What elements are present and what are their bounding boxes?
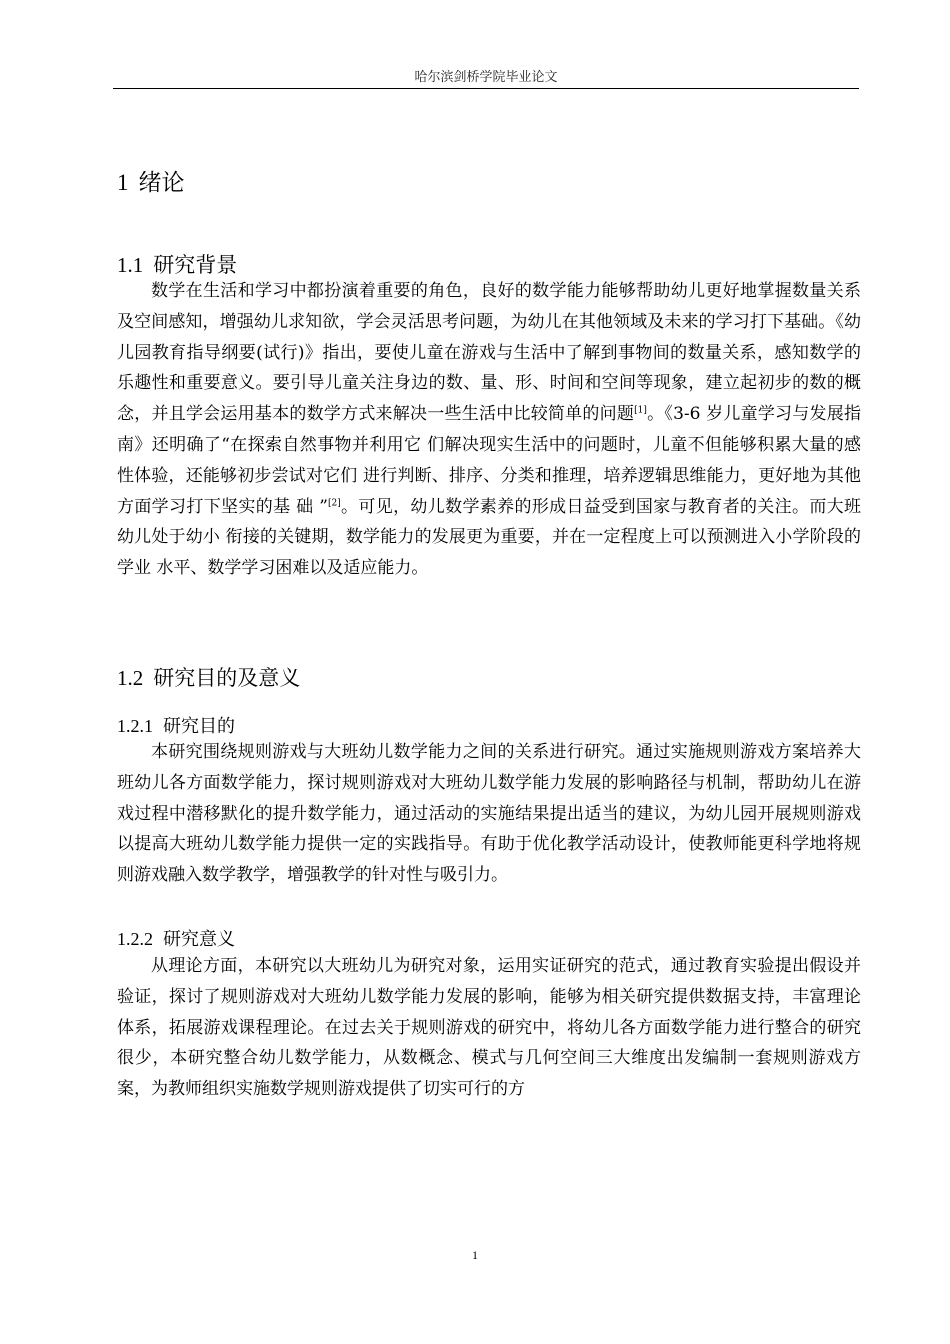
paragraph-background <box>117 276 861 584</box>
section-heading-1-2 <box>117 662 300 692</box>
section-title: 研究背景 <box>153 253 238 277</box>
subsection-number: 1.2.1 <box>117 716 153 736</box>
page-number: 1 <box>472 1248 478 1262</box>
section-number: 1.2 <box>117 666 144 690</box>
chapter-number: 1 <box>117 170 129 195</box>
citation-ref-1: [1] <box>634 405 647 416</box>
chapter-title: 绪论 <box>138 170 185 196</box>
section-number: 1.1 <box>117 253 144 277</box>
paragraph-text: 。可见，幼儿数学素养的形成日益受到国家与教育者的关注。而大班幼儿处于幼小 衔接的关键期，数学能力的发展更为重要，并在一定程度上可以预测进入小学阶段的学业 水平、数学学习困难以及适应能力。 <box>117 496 862 579</box>
chapter-heading <box>117 164 185 197</box>
section-heading-1-1 <box>117 249 237 279</box>
header-divider <box>113 88 859 89</box>
running-header: 哈尔滨剑桥学院毕业论文 <box>414 70 558 85</box>
paragraph-significance: 从理论方面，本研究以大班幼儿为研究对象，运用实证研究的范式，通过教育实验提出假设并验证，探讨了规则游戏对大班幼儿数学能力发展的影响，能够为相关研究提供数据支持，丰富理论体系，拓展游戏课程理论。在过去关于规则游戏的研究中，将幼儿各方面数学能力进行整合的研究很少，本研究整合幼儿数学能力，从数概念、模式与几何空间三大维度出发编制一套规则游戏方案，为教师组织实施数学规则游戏提供了切实可行的方 <box>117 956 861 1100</box>
subsection-heading-1-2-2 <box>117 925 235 951</box>
paragraph-text: 数学在生活和学习中都扮演着重要的角色，良好的数学能力能够帮助幼儿更好地掌握数量关系及空间感知，增强幼儿求知欲，学会灵活思考问题，为幼儿在其他领域及未来的学习打下基础。《幼儿园教育指导纲要(试行)》指出，要使儿童在游戏与生活中了解到事物间的数量关系，感知数学的乐趣性和重要意义。要引导儿童关注身边的数、量、形、时间和空间等现象，建立起初步的数的概念，并且学会运用基本的数学方式来解决一些生活中比较简单的问题 <box>117 281 861 425</box>
paragraph-text: 。《3-6 岁儿童学习与发展指南》还明确了“在探索自然事物并利用它 们解决现实生活中的问题时，儿童不但能够积累大量的感性体验，还能够初步尝试对它们 进行判断、排序、分类和推理，培养逻辑思维能力，更好地为其他方面学习打下坚实的基 础 ” <box>117 404 862 517</box>
section-title: 研究目的及意义 <box>153 666 301 690</box>
subsection-title: 研究意义 <box>163 929 235 950</box>
subsection-number: 1.2.2 <box>117 929 153 949</box>
paragraph-purpose: 本研究围绕规则游戏与大班幼儿数学能力之间的关系进行研究。通过实施规则游戏方案培养大班幼儿各方面数学能力，探讨规则游戏对大班幼儿数学能力发展的影响路径与机制，帮助幼儿在游戏过程中潜移默化的提升数学能力，通过活动的实施结果提出适当的建议，为幼儿园开展规则游戏以提高大班幼儿数学能力提供一定的实践指导。有助于优化教学活动设计，使教师能更科学地将规则游戏融入数学教学，增强教学的针对性与吸引力。 <box>117 742 861 886</box>
subsection-title: 研究目的 <box>163 716 235 737</box>
subsection-heading-1-2-1 <box>117 712 235 738</box>
citation-ref-2: [2] <box>327 497 341 508</box>
